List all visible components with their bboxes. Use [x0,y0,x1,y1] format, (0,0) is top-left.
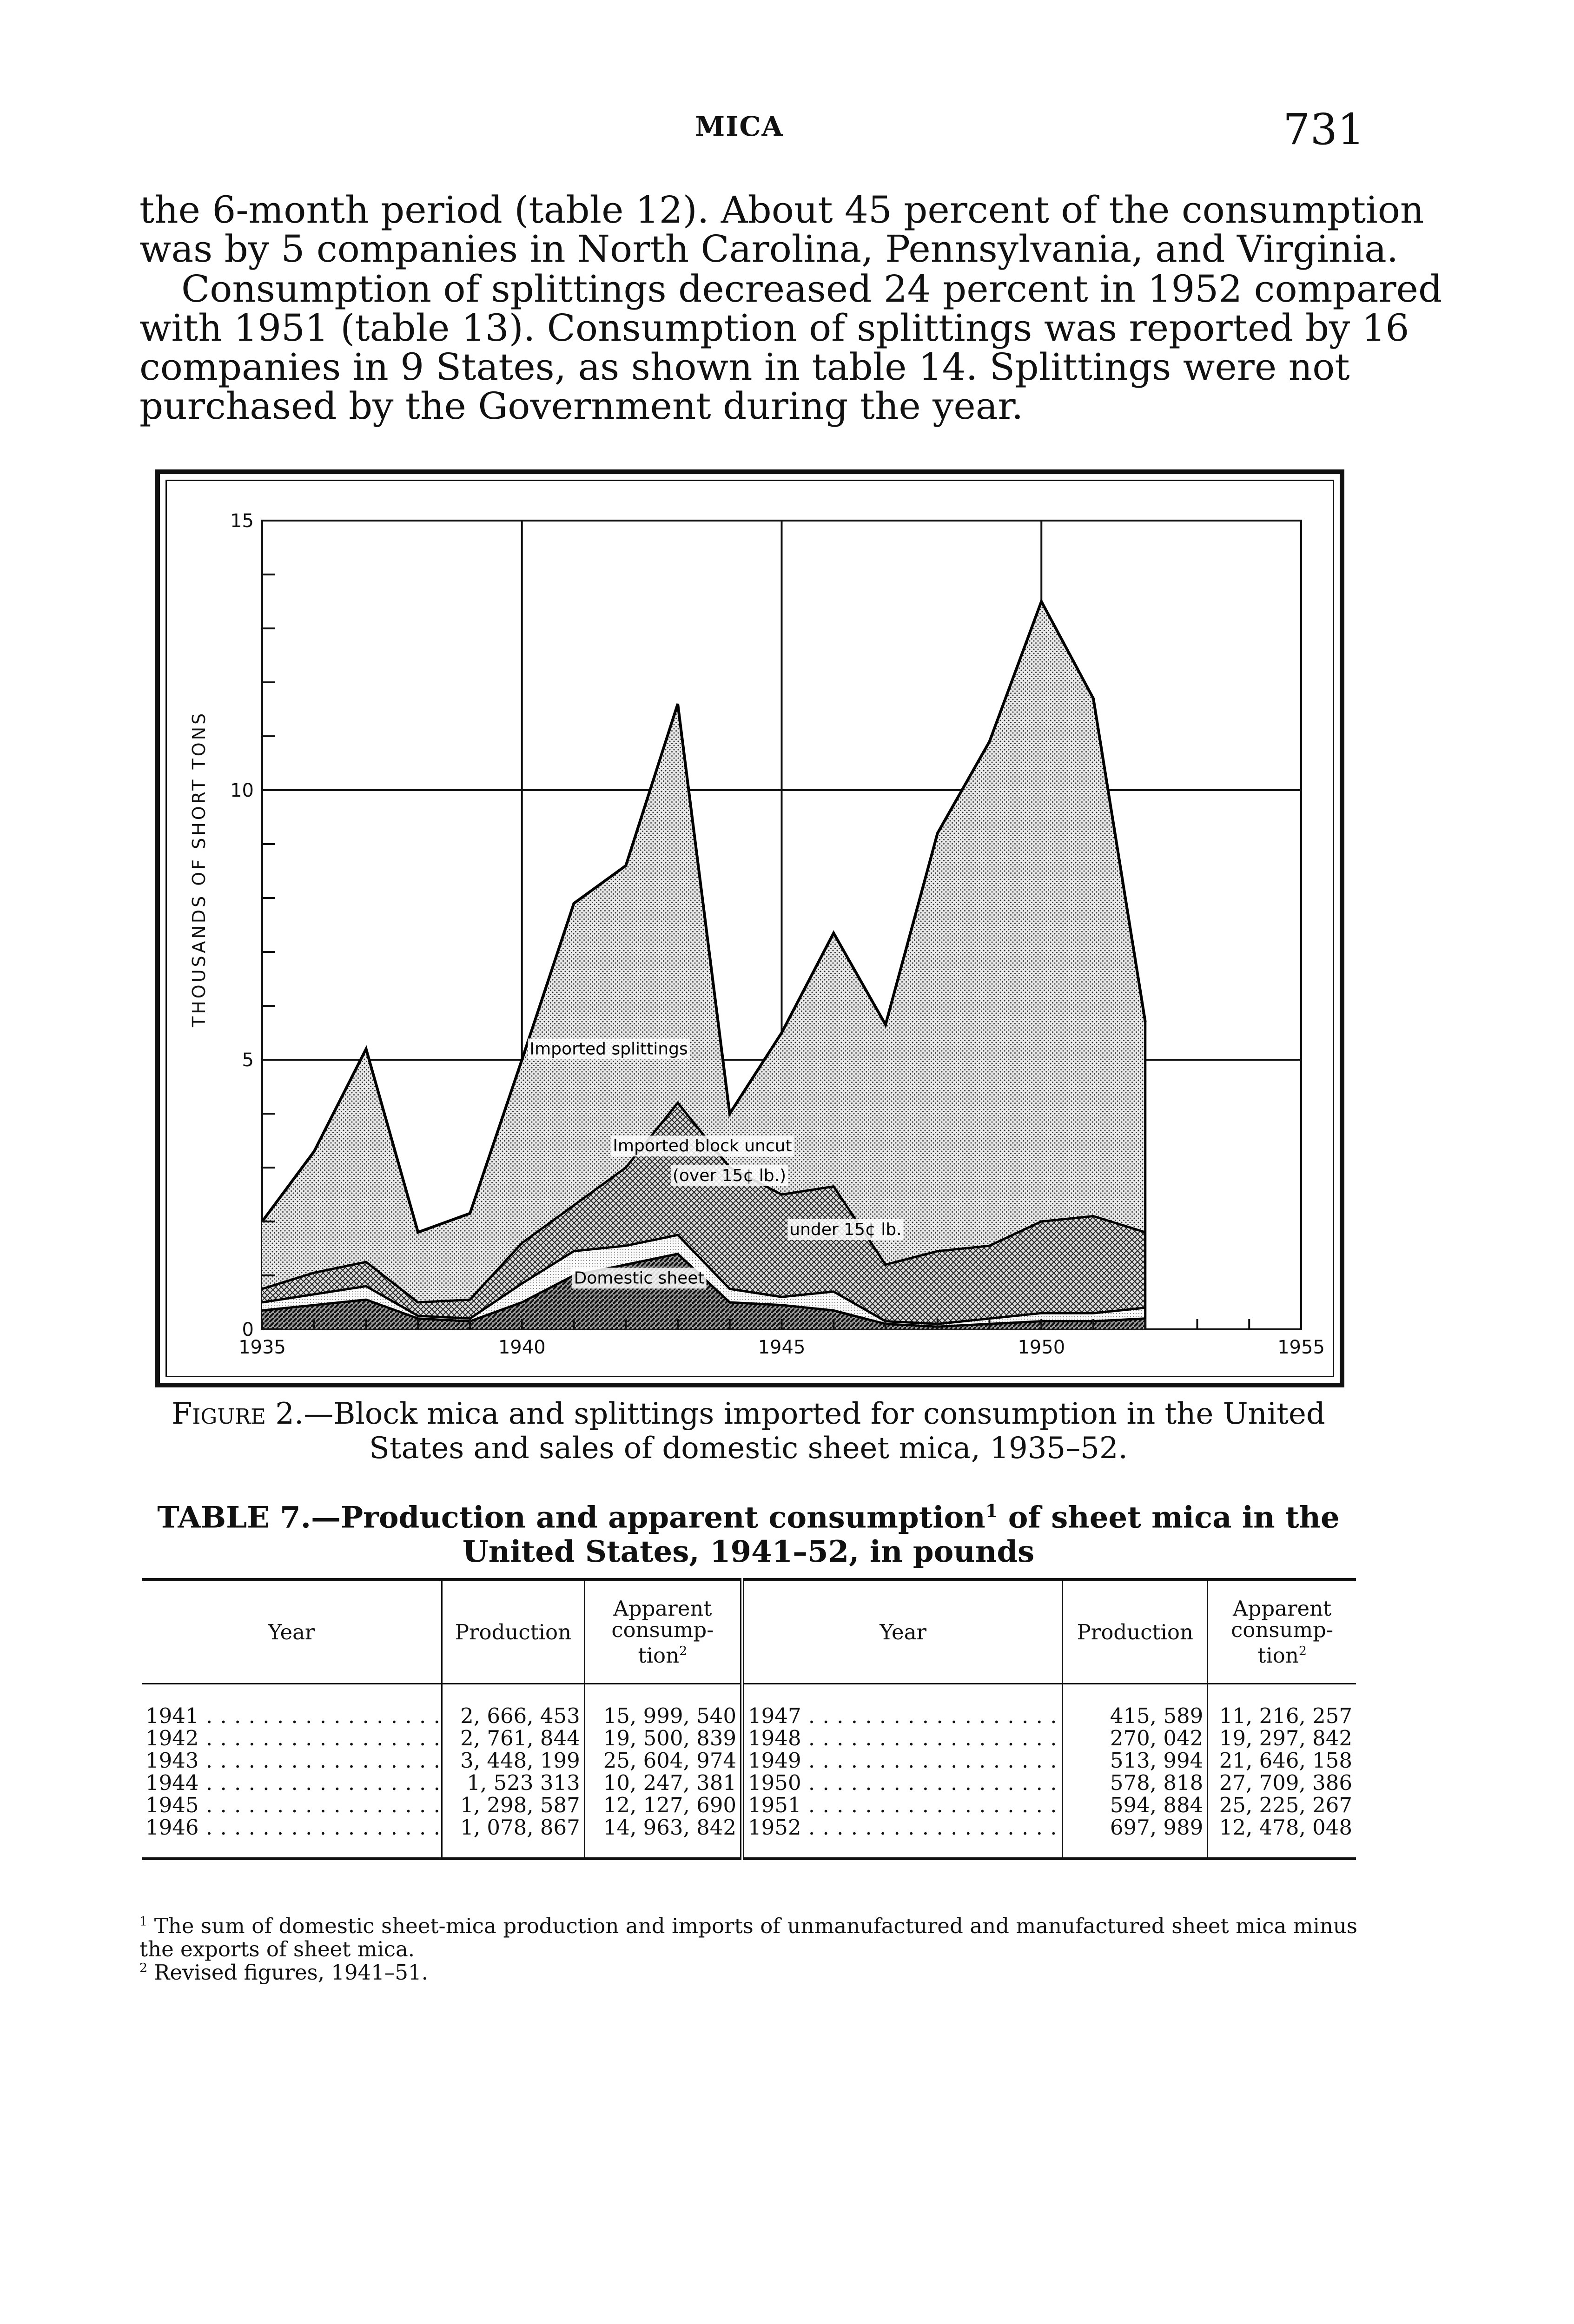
table-header-row [142,1580,1356,1684]
y-tick-label: 10 [230,780,254,801]
table-row [142,1684,1356,1728]
header-year-right: Year [742,1580,1063,1684]
apparent-consumption-cell: 15, 999, 540 [584,1684,742,1728]
x-tick-label: 1955 [1277,1337,1325,1358]
text-line: purchased by the Government during the year. [139,384,1024,428]
table-row [142,1794,1356,1816]
y-tick-label: 0 [242,1319,254,1340]
text-line: the 6-month period (table 12). About 45 percent of the consumption [139,188,1424,231]
apparent-consumption-cell: 25, 604, 974 [584,1750,742,1772]
table-row [142,1772,1356,1794]
paragraph-1 [139,188,1424,271]
year-cell: 1943 . . . [142,1750,442,1772]
apparent-consumption-cell: 19, 500, 839 [584,1727,742,1750]
production-cell: 594, 884 [1063,1794,1208,1816]
text-line: Consumption of splittings decreased 24 percent in 1952 compared [181,267,1442,310]
year-cell: 1942 . . . [142,1727,442,1750]
year-cell: 1948 . . . [742,1727,1063,1750]
production-cell: 1, 078, 867 [442,1816,585,1859]
production-cell: 2, 761, 844 [442,1727,585,1750]
apparent-consumption-cell: 27, 709, 386 [1208,1772,1356,1794]
footnote-mark: 1 [139,1915,148,1929]
production-cell: 1, 523 313 [442,1772,585,1794]
production-cell: 270, 042 [1063,1727,1208,1750]
annotation-imported-splittings: Imported splittings [529,1039,688,1059]
paragraph-2 [139,267,1442,428]
figure-caption [139,1397,1357,1466]
x-tick-label: 1945 [758,1337,806,1358]
header-footnote-mark: 2 [679,1644,688,1658]
apparent-consumption-cell: 14, 963, 842 [584,1816,742,1859]
table-row [142,1750,1356,1772]
apparent-consumption-cell: 25, 225, 267 [1208,1794,1356,1816]
year-cell: 1949 . . . [742,1750,1063,1772]
header-apparent-text: Apparent consump- tion [1231,1596,1334,1668]
footnote-2 [139,1957,1357,1984]
year-cell: 1951 . . . [742,1794,1063,1816]
production-cell: 2, 666, 453 [442,1684,585,1728]
year-cell: 1946 . . . [142,1816,442,1859]
year-cell: 1944 . . . [142,1772,442,1794]
year-cell: 1950 . . . [742,1772,1063,1794]
x-tick-label: 1940 [498,1337,546,1358]
annotation-domestic-sheet: Domestic sheet [574,1268,705,1288]
figure-label: Figure 2. [172,1397,304,1431]
footnote-text: The sum of domestic sheet-mica production and imports of unmanufactured and manufactured sheet mica minus the exports of sheet mica. [139,1914,1357,1961]
header-production-right: Production [1063,1580,1208,1684]
text-line: companies in 9 States, as shown in table 14. Splittings were not [139,345,1350,389]
header-year-left: Year [268,1619,315,1644]
production-cell: 3, 448, 199 [442,1750,585,1772]
production-cell: 1, 298, 587 [442,1794,585,1816]
apparent-consumption-cell: 12, 478, 048 [1208,1816,1356,1859]
figure-inner-border [165,480,1334,1377]
table-title-prefix: TABLE 7.—Production and apparent consumption [157,1500,985,1535]
annotation-under-15c: under 15¢ lb. [789,1220,902,1239]
year-cell: 1952 . . . [742,1816,1063,1859]
text-line: was by 5 companies in North Carolina, Pennsylvania, and Virginia. [139,227,1399,271]
year-cell: 1947 . . . [742,1684,1063,1728]
y-axis-label: THOUSANDS OF SHORT TONS [189,711,209,1027]
x-tick-label: 1935 [238,1337,286,1358]
footnote-text: Revised figures, 1941–51. [147,1960,428,1985]
table-row [142,1816,1356,1859]
y-tick-label: 5 [242,1050,254,1071]
running-head: MICA [695,111,784,142]
header-production-left: Production [442,1580,585,1684]
data-table [142,1578,1356,1860]
page-number: 731 [1283,105,1365,154]
apparent-consumption-cell: 12, 127, 690 [584,1794,742,1816]
table-title-footnote-mark: 1 [985,1501,998,1522]
header-apparent-text: Apparent consump- tion [611,1596,714,1668]
footnote-1 [139,1910,1357,1961]
year-cell: 1945 . . . [142,1794,442,1816]
table-title [139,1494,1357,1569]
apparent-consumption-cell: 10, 247, 381 [584,1772,742,1794]
production-cell: 697, 989 [1063,1816,1208,1859]
production-cell: 415, 589 [1063,1684,1208,1728]
apparent-consumption-cell: 19, 297, 842 [1208,1727,1356,1750]
table-row [142,1727,1356,1750]
area-chart [167,481,1341,1384]
series-areas [262,601,1145,1329]
table-title-suffix: of sheet mica in the United States, 1941–52, in pounds [462,1500,1340,1570]
apparent-consumption-cell: 21, 646, 158 [1208,1750,1356,1772]
production-cell: 578, 818 [1063,1772,1208,1794]
annotation-over-15c: (over 15¢ lb.) [672,1166,787,1185]
annotation-imported-block-uncut: Imported block uncut [613,1136,792,1156]
figure-frame [155,469,1344,1387]
year-cell: 1941 . . . [142,1684,442,1728]
production-cell: 513, 994 [1063,1750,1208,1772]
footnote-mark: 2 [139,1961,148,1975]
apparent-consumption-cell: 11, 216, 257 [1208,1684,1356,1728]
header-apparent-right [1208,1580,1356,1684]
text-line: with 1951 (table 13). Consumption of splittings was reported by 16 [139,306,1409,350]
header-footnote-mark: 2 [1298,1644,1307,1658]
header-apparent-left [584,1580,742,1684]
figure-caption-text: —Block mica and splittings imported for consumption in the United States and sales of domestic sheet mica, 1935–52. [304,1397,1325,1466]
x-tick-label: 1950 [1018,1337,1065,1358]
y-tick-label: 15 [230,510,254,532]
